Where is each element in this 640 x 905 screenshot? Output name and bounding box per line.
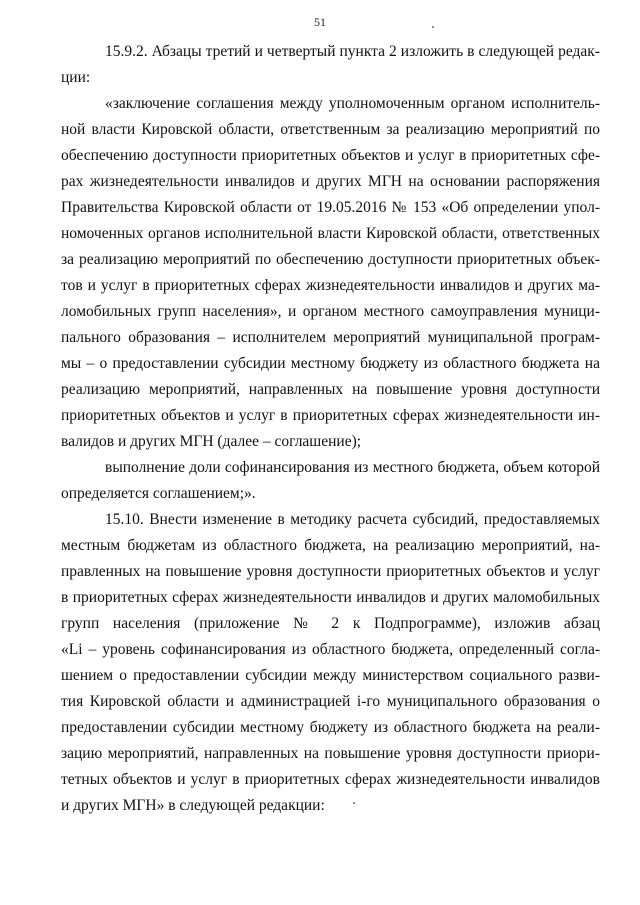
text-line: 15.10. Внести изменение в методику расчета субсидий, предоставляемых bbox=[105, 511, 600, 528]
text-line: ломобильных групп населения», и органом местного самоуправления муници- bbox=[61, 303, 600, 320]
page-number: 51 bbox=[314, 15, 326, 29]
text-line: и других МГН» в следующей редакции: bbox=[61, 797, 325, 814]
text-line: валидов и других МГН (далее – соглашение); bbox=[61, 433, 362, 450]
text-line: за реализацию мероприятий по обеспечению доступности приоритетных объек- bbox=[61, 251, 600, 268]
text-line: «Li – уровень софинансирования из областного бюджета, определенный согла- bbox=[61, 641, 600, 658]
text-line: правленных на повышение уровня доступности приоритетных объектов и услуг bbox=[61, 563, 600, 580]
text-line: ной власти Кировской области, ответственным за реализацию мероприятий по bbox=[61, 121, 600, 138]
text-line: определяется соглашением;». bbox=[61, 485, 256, 502]
text-line: Правительства Кировской области от 19.05.2016 № 153 «Об определении упол- bbox=[61, 199, 600, 216]
text-line: в приоритетных сферах жизнедеятельности инвалидов и других маломобильных bbox=[61, 589, 600, 606]
text-line: реализацию мероприятий, направленных на повышение уровня доступности bbox=[61, 381, 600, 398]
text-line: предоставлении субсидии местному бюджету из областного бюджета на реали- bbox=[61, 719, 600, 736]
text-line: тетных объектов и услуг в приоритетных сферах жизнедеятельности инвалидов bbox=[61, 771, 600, 788]
text-line: ции: bbox=[61, 69, 91, 86]
text-line: «заключение соглашения между уполномоченным органом исполнитель- bbox=[105, 95, 600, 112]
text-line: местным бюджетам из областного бюджета, на реализацию мероприятий, на- bbox=[61, 537, 600, 554]
text-line: мы – о предоставлении субсидии местному бюджету из областного бюджета на bbox=[61, 355, 600, 372]
text-line: обеспечению доступности приоритетных объектов и услуг в приоритетных сфе- bbox=[61, 147, 600, 164]
text-line: шением о предоставлении субсидии между министерством социального разви- bbox=[61, 667, 600, 684]
text-line: рах жизнедеятельности инвалидов и других МГН на основании распоряжения bbox=[61, 173, 600, 190]
text-line: выполнение доли софинансирования из местного бюджета, объем которой bbox=[105, 459, 600, 476]
text-line: приоритетных объектов и услуг в приоритетных сферах жизнедеятельности ин- bbox=[61, 407, 600, 424]
text-line: 15.9.2. Абзацы третий и четвертый пункта 2 изложить в следующей редак- bbox=[105, 43, 600, 60]
scan-speck bbox=[432, 26, 434, 28]
text-line: пального образования – исполнителем мероприятий муниципальной програм- bbox=[61, 329, 600, 346]
text-line: тов и услуг в приоритетных сферах жизнедеятельности инвалидов и других ма- bbox=[61, 277, 600, 294]
text-line: групп населения (приложение № 2 к Подпрограмме), изложив абзац bbox=[61, 615, 600, 632]
text-line: тия Кировской области и администрацией i-го муниципального образования о bbox=[61, 693, 600, 710]
text-line: зацию мероприятий, направленных на повышение уровня доступности приори- bbox=[61, 745, 600, 762]
text-line: номоченных органов исполнительной власти Кировской области, ответственных bbox=[61, 225, 600, 242]
